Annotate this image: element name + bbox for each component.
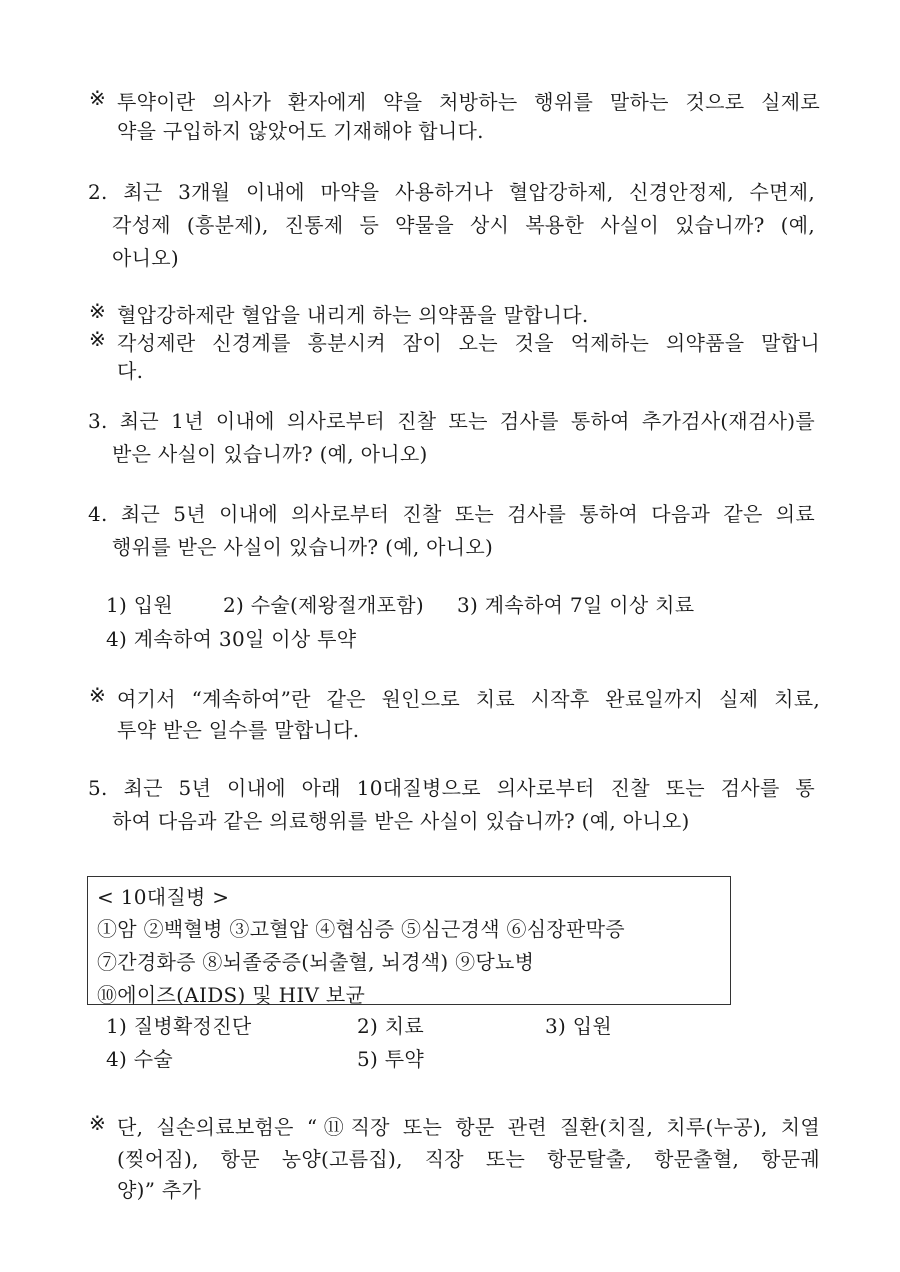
note-prescription-line1: 투약이란 의사가 환자에게 약을 처방하는 행위를 말하는 것으로 실제로	[117, 90, 820, 114]
question-4-option: 3) 계속하여 7일 이상 치료	[457, 593, 695, 617]
note-mark: ※	[89, 299, 106, 323]
question-4-option: 2) 수술(제왕절개포함)	[223, 593, 424, 617]
question-5-line2: 하여 다음과 같은 의료행위를 받은 사실이 있습니까? (예, 아니오)	[112, 809, 690, 833]
note-insurance-line2: (찢어짐), 항문 농양(고름집), 직장 또는 항문탈출, 항문출혈, 항문궤	[117, 1147, 820, 1171]
note-insurance-line3: 양)” 추가	[117, 1178, 202, 1202]
note-stimulant-line1: 각성제란 신경계를 흥분시켜 잠이 오는 것을 억제하는 의약품을 말합니	[117, 331, 820, 355]
question-5-option: 1) 질병확정진단	[106, 1014, 252, 1038]
question-5-line1: 5. 최근 5년 이내에 아래 10대질병으로 의사로부터 진찰 또는 검사를 통	[88, 776, 815, 800]
question-3-line1: 3. 최근 1년 이내에 의사로부터 진찰 또는 검사를 통하여 추가검사(재검사)를	[88, 409, 815, 433]
note-mark: ※	[89, 327, 106, 351]
disease-box-title: < 10대질병 >	[97, 885, 230, 909]
question-5-option: 4) 수술	[106, 1047, 174, 1071]
question-4-line1: 4. 최근 5년 이내에 의사로부터 진찰 또는 검사를 통하여 다음과 같은 의료	[88, 502, 815, 526]
question-5-option: 2) 치료	[357, 1014, 425, 1038]
note-mark: ※	[89, 683, 106, 707]
question-4-line2: 행위를 받은 사실이 있습니까? (예, 아니오)	[112, 535, 494, 559]
question-2-line3: 아니오)	[112, 246, 179, 270]
note-prescription-line2: 약을 구입하지 않았어도 기재해야 합니다.	[117, 119, 484, 143]
note-mark: ※	[89, 86, 106, 110]
disease-box-line3: ⑩에이즈(AIDS) 및 HIV 보균	[97, 983, 366, 1007]
question-2-line2: 각성제 (흥분제), 진통제 등 약물을 상시 복용한 사실이 있습니까? (예,	[112, 213, 815, 237]
note-mark: ※	[89, 1111, 106, 1135]
note-bp-text: 혈압강하제란 혈압을 내리게 하는 의약품을 말합니다.	[117, 303, 589, 327]
question-5-option: 3) 입원	[545, 1014, 613, 1038]
question-2-line1: 2. 최근 3개월 이내에 마약을 사용하거나 혈압강하제, 신경안정제, 수면제,	[88, 180, 815, 204]
question-4-option: 1) 입원	[106, 593, 174, 617]
question-3-line2: 받은 사실이 있습니까? (예, 아니오)	[112, 442, 428, 466]
note-continuous-line1: 여기서 “계속하여”란 같은 원인으로 치료 시작후 완료일까지 실제 치료,	[117, 687, 820, 711]
question-5-option: 5) 투약	[357, 1047, 425, 1071]
note-insurance-line1: 단, 실손의료보험은 “⑪직장 또는 항문 관련 질환(치질, 치루(누공), 치열	[117, 1115, 820, 1139]
question-4-option: 4) 계속하여 30일 이상 투약	[106, 627, 357, 651]
disease-box-line1: ①암 ②백혈병 ③고혈압 ④협심증 ⑤심근경색 ⑥심장판막증	[97, 917, 625, 941]
note-continuous-line2: 투약 받은 일수를 말합니다.	[117, 718, 360, 742]
note-stimulant-line2: 다.	[117, 359, 144, 383]
disease-box-line2: ⑦간경화증 ⑧뇌졸중증(뇌출혈, 뇌경색) ⑨당뇨병	[97, 950, 535, 974]
